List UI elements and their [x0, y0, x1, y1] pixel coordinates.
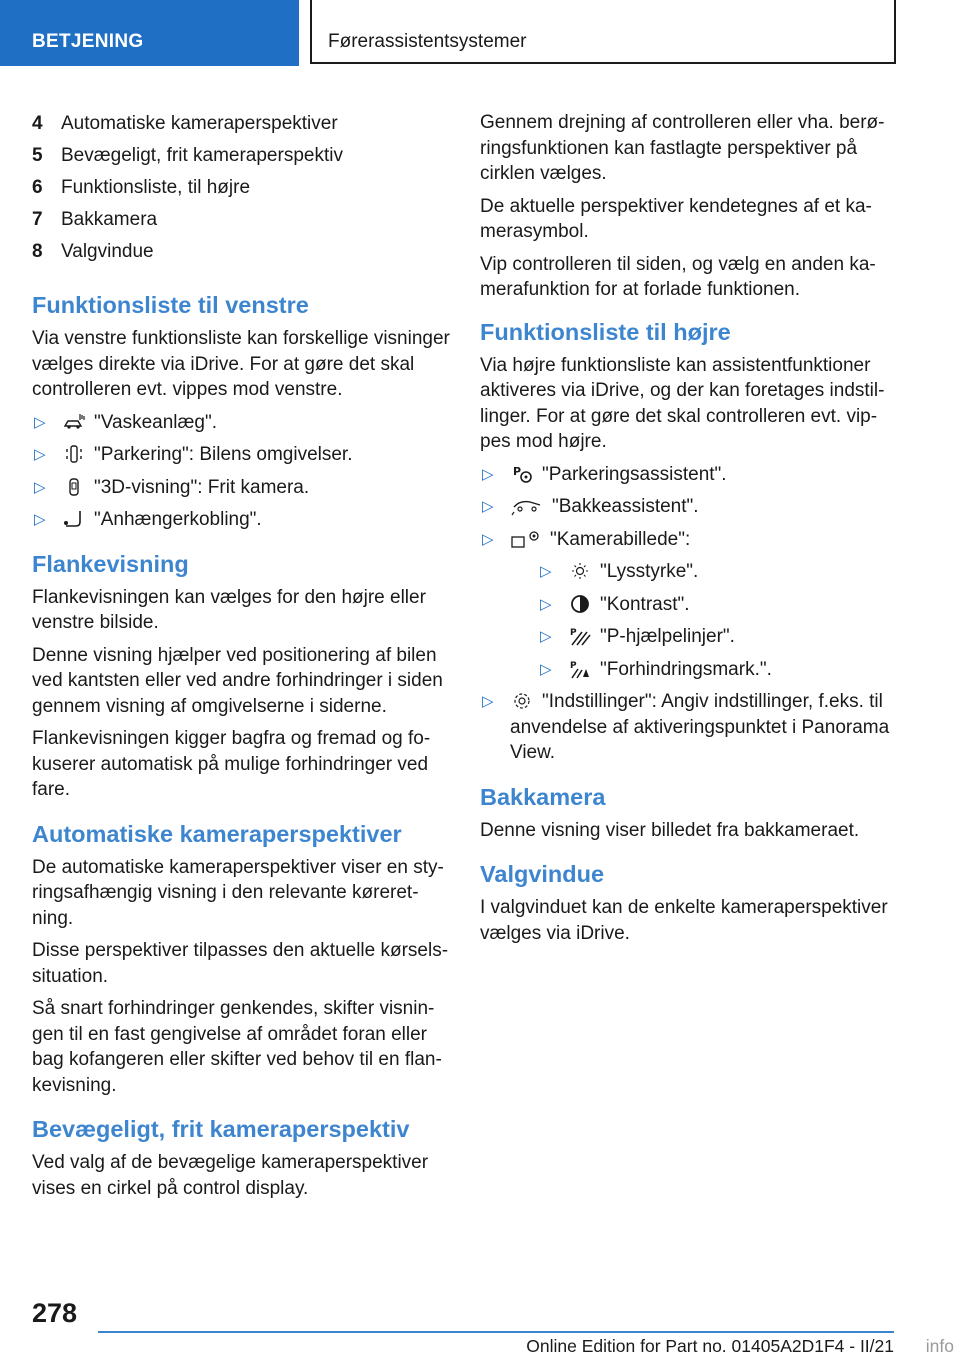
- section-flank-view: [32, 549, 450, 803]
- triangle-bullet-icon: ▷: [34, 511, 46, 528]
- list-item: ▷ P "P-hjælpelinjer".: [510, 624, 892, 650]
- list-item: ▷ "3D-visning": Frit kamera.: [32, 475, 450, 501]
- triangle-bullet-icon: ▷: [540, 660, 552, 678]
- paragraph: Denne visning viser billedet fra bakkameraet.: [480, 819, 860, 841]
- section-heading: Bevægeligt, frit kameraperspektiv: [32, 1116, 410, 1142]
- page-header: [0, 0, 960, 66]
- section-automatic-perspectives: [32, 819, 450, 1099]
- paragraph: Flankevisningen kan vælges for den højre eller venstre bilside.: [32, 586, 426, 633]
- paragraph: Ved valg af de bevægelige kameraperspektiver vises en cirkel på control display.: [32, 1152, 429, 1199]
- section-free-perspective: [32, 1114, 450, 1201]
- list-item: ▷ "Lysstyrke".: [510, 559, 892, 585]
- list-item: ▷ "Indstillinger": Angiv indstillinger, f.eks. til anvendelse af aktiveringspunktet i Panorama View.: [482, 691, 890, 763]
- car-wash-icon: [62, 412, 86, 432]
- triangle-bullet-icon: ▷: [482, 498, 494, 515]
- gear-icon: [510, 691, 534, 711]
- svg-text:P: P: [570, 660, 577, 671]
- sub-bullet-list: [510, 559, 892, 682]
- 3d-view-icon: [62, 477, 86, 497]
- section-heading: Bakkamera: [480, 783, 606, 810]
- contrast-icon: [568, 594, 592, 614]
- reversing-assistant-icon: [510, 496, 544, 516]
- triangle-bullet-icon: ▷: [482, 465, 494, 483]
- section-heading: Valgvindue: [480, 861, 605, 887]
- legend-item: 4 Automatiske kameraperspektiver: [32, 113, 338, 134]
- parking-view-icon: [62, 444, 86, 464]
- section-left-function-list: [32, 290, 450, 533]
- legend-item: 8 Valgvindue: [32, 241, 154, 262]
- paragraph: De aktuelle perspektiver kendetegnes af et kamerasymbol.: [480, 195, 872, 242]
- page-number: 278: [32, 1298, 78, 1328]
- section-heading: Funktionsliste til venstre: [32, 292, 309, 318]
- bullet-list: [32, 410, 450, 533]
- triangle-bullet-icon: ▷: [34, 478, 46, 496]
- list-item: ▷ "Kontrast".: [510, 592, 892, 618]
- svg-text:P: P: [570, 628, 577, 638]
- legend-item: 7 Bakkamera: [32, 209, 158, 230]
- list-item: ▷ "Anhængerkobling".: [32, 507, 450, 533]
- list-item: ▷ "Bakkeassistent".: [480, 494, 892, 520]
- edition-text: Online Edition for Part no. 01405A2D1F4 - II/21: [526, 1336, 894, 1356]
- camera-image-icon: [510, 529, 542, 549]
- paragraph: De automatiske kameraperspektiver viser en styringsafhængig visning i den relevante køreretning.: [32, 856, 444, 929]
- legend-item: 5 Bevægeligt, frit kameraperspektiv: [32, 145, 343, 166]
- left-column: [32, 110, 450, 1217]
- list-item: ▷ "Kamerabillede": ▷ "Lysstyrke". ▷ "Kontrast". ▷ P "P-hjælpelinjer". ▷ P "Forhindringsmark.".: [480, 527, 892, 683]
- triangle-bullet-icon: ▷: [540, 595, 552, 613]
- list-item: ▷ P "Parkeringsassistent".: [480, 462, 892, 488]
- paragraph: Så snart forhindringer genkendes, skifter visningen til en fast gengivelse af området foran eller bag kofangeren eller skifter ved behov til en flankevisning.: [32, 998, 442, 1096]
- section-reversing-camera: [480, 782, 892, 844]
- section-right-function-list: [480, 317, 892, 766]
- list-item: ▷ "Parkering": Bilens omgivelser.: [32, 442, 450, 468]
- paragraph: Denne visning hjælper ved positionering af bilen ved kantsten eller ved andre forhindringer i siden gennem visning af omgivelserne i siderne.: [32, 644, 443, 717]
- section-tab: BETJENING: [0, 0, 299, 66]
- list-item: ▷ P "Forhindringsmark.".: [510, 657, 892, 683]
- obstacle-marking-icon: [568, 659, 592, 679]
- parking-assistant-icon: [510, 464, 534, 484]
- paragraph: Via højre funktionsliste kan assistentfunktioner aktiveres via iDrive, og der kan foretages indstillinger. For at gøre det skal controlleren evt. vippes mod højre.: [480, 354, 885, 452]
- triangle-bullet-icon: ▷: [540, 628, 552, 645]
- parking-lines-icon: [568, 626, 592, 646]
- triangle-bullet-icon: ▷: [34, 446, 46, 463]
- paragraph: I valgvinduet kan de enkelte kameraperspektiver vælges via iDrive.: [480, 897, 888, 944]
- trailer-hitch-icon: [62, 509, 86, 529]
- section-heading: Funktionsliste til højre: [480, 318, 731, 345]
- brightness-icon: [568, 561, 592, 581]
- paragraph: Disse perspektiver tilpasses den aktuelle kørselssituation.: [32, 940, 449, 987]
- watermark-text: info: [925, 1336, 954, 1356]
- paragraph: Gennem drejning af controlleren eller vha. berøringsfunktionen kan fastlagte perspektiver på cirklen vælges.: [480, 112, 885, 184]
- chapter-title: Førerassistentsystemer: [310, 0, 896, 64]
- triangle-bullet-icon: ▷: [482, 693, 494, 710]
- bullet-list: [480, 462, 892, 766]
- paragraph: Vip controlleren til siden, og vælg en anden kamerafunktion for at forlade funktionen.: [480, 253, 876, 300]
- triangle-bullet-icon: ▷: [540, 563, 552, 580]
- legend-item: 6 Funktionsliste, til højre: [32, 177, 251, 198]
- list-item: ▷ "Vaskeanlæg".: [32, 410, 450, 436]
- triangle-bullet-icon: ▷: [34, 413, 46, 431]
- section-heading: Automatiske kameraperspektiver: [32, 820, 402, 847]
- paragraph: Flankevisningen kigger bagfra og fremad og fokuserer automatisk på mulige forhindringer ved fare.: [32, 728, 431, 800]
- section-heading: Flankevisning: [32, 550, 189, 577]
- footer-divider: [98, 1331, 894, 1333]
- paragraph: Via venstre funktionsliste kan forskellige visninger vælges direkte via iDrive. For at gøre det skal controlleren evt. vippes mod venstre.: [32, 328, 450, 400]
- section-selection-window: [480, 859, 892, 946]
- legend-list: [32, 110, 450, 270]
- triangle-bullet-icon: ▷: [482, 530, 494, 548]
- svg-text:P: P: [513, 464, 522, 478]
- right-column: [480, 110, 892, 962]
